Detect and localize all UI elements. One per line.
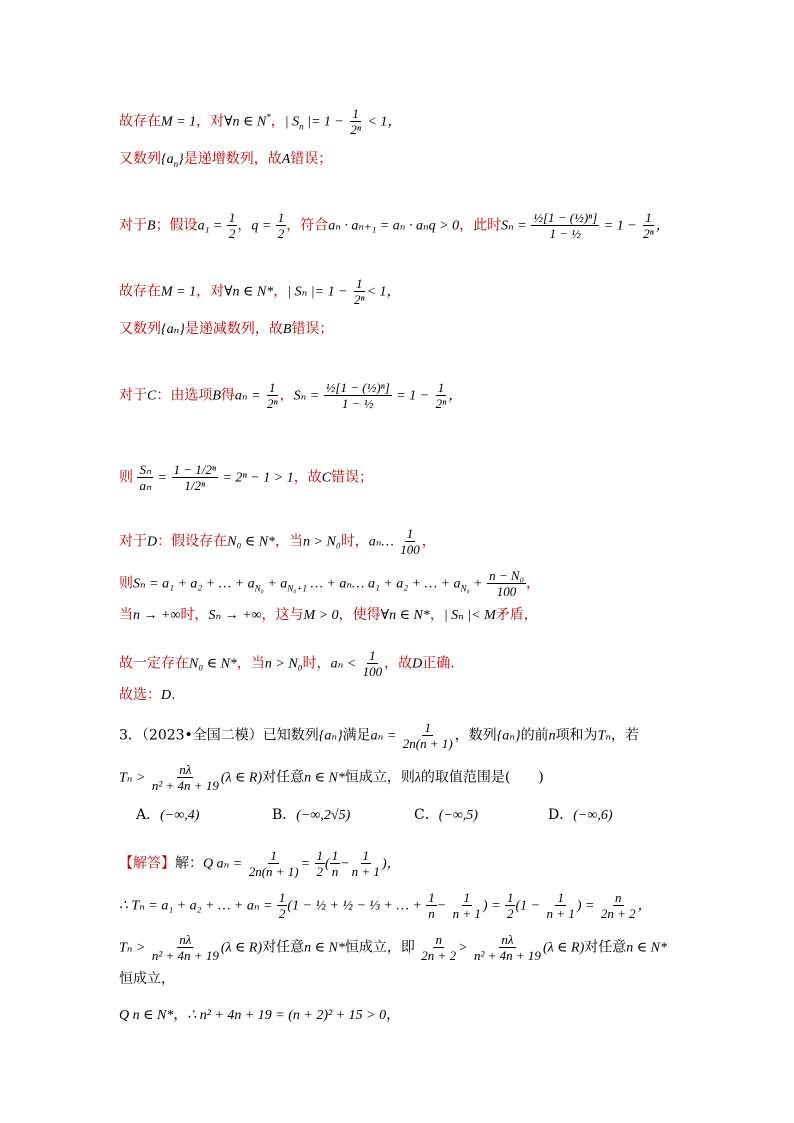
text-segment: 100 (400, 542, 420, 557)
text-segment: 1 (362, 848, 370, 863)
text-segment: ，故 (384, 655, 413, 672)
text-segment: 1 (269, 380, 276, 395)
text-segment: ， (237, 217, 252, 234)
math: } (178, 152, 184, 167)
solution-line-10 (119, 606, 538, 625)
solution-line-12 (119, 686, 176, 705)
text-segment: 1 (557, 890, 564, 905)
text-segment: ，这与 (261, 607, 304, 623)
text-segment: | Sₙ |< M (443, 608, 496, 623)
text-segment: n (331, 864, 339, 879)
question-3-stem (119, 720, 639, 751)
text-segment: A． (136, 807, 161, 823)
text-segment: 3．（2023•全国二模）已知数列 (119, 727, 319, 744)
math: < 1， (367, 114, 402, 130)
text-segment: ∴ n² + 4n + 19 = (n + 2)² + 15 > 0 (187, 1008, 387, 1023)
text-segment: 1 − ½ (341, 396, 374, 411)
option-c (414, 806, 478, 825)
text-segment: ， (273, 283, 288, 300)
text-segment: 2n + 2 (421, 948, 457, 963)
text: ， (270, 113, 285, 130)
text-segment: 2n(n + 1) (248, 864, 299, 879)
text-segment: nλ (501, 932, 514, 947)
answer-tag: 【解答】 (119, 855, 175, 872)
text-segment: N₀ (254, 583, 264, 594)
text-segment: = 1 − (396, 388, 430, 404)
text-segment: 故存在 (119, 283, 161, 300)
text-segment: (1 − (515, 898, 541, 914)
answer-line-3 (119, 932, 667, 963)
text-segment: (λ ∈ R) (220, 940, 263, 956)
text-segment: aₙ < (330, 656, 357, 672)
text: ，对 (196, 113, 225, 130)
text-segment: ，对 (196, 283, 225, 300)
fraction (277, 890, 288, 921)
fraction (426, 890, 437, 921)
text-segment: (−∞,5) (438, 808, 478, 823)
text-segment: D (147, 534, 158, 550)
text-segment: q = (251, 218, 272, 234)
text-segment: n (548, 728, 556, 744)
text-segment: 项和为 (555, 727, 598, 744)
text-segment: = 2ⁿ − 1 > 1 (222, 470, 294, 486)
text-segment: ( (325, 856, 330, 872)
solution-line-8 (119, 526, 436, 557)
option-a (136, 806, 199, 825)
text-segment: ，此时 (459, 217, 502, 234)
text-segment: N₀+1 (287, 583, 307, 594)
answer-line-2 (119, 890, 652, 921)
big-fraction (531, 210, 599, 241)
text-segment: 1 (277, 210, 285, 225)
text-segment: Tₙ > (119, 940, 146, 956)
text-segment: 错误； (331, 469, 374, 486)
text-segment: 1 (506, 890, 514, 905)
text-segment: aₙ = (234, 388, 261, 404)
fraction (247, 848, 301, 879)
fraction (315, 848, 326, 879)
math: |= 1 − (303, 114, 344, 130)
solution-line-7 (119, 462, 373, 493)
text-segment: n ∈ N* (304, 770, 345, 786)
text-segment: 1 (437, 380, 445, 395)
text-segment: 1 − ½ (549, 226, 582, 241)
text-segment: 时， (180, 607, 209, 623)
solution-line-2 (119, 150, 332, 173)
text-segment: 正确. (422, 655, 455, 672)
fraction (352, 276, 367, 307)
solution-line-3 (119, 210, 670, 241)
text-segment: + a (263, 576, 288, 592)
text-segment: n − N₀ (489, 568, 525, 583)
text-segment: 则 (119, 575, 133, 592)
text-segment: 故选： (119, 687, 161, 703)
text-segment: ，使得 (338, 607, 381, 623)
math: A (281, 152, 291, 167)
text-segment: Sₙ = (293, 388, 320, 404)
solution-line-9 (119, 568, 540, 599)
text-segment: ，数列 (454, 727, 497, 744)
option-d (548, 806, 613, 825)
text-segment: 满足 (342, 727, 371, 744)
text-segment: 得 (220, 387, 235, 404)
text-segment: 1 (278, 890, 286, 905)
text-segment: 100 (362, 664, 383, 679)
text-segment: 1 (463, 890, 471, 905)
text-segment: 矛盾， (495, 607, 538, 623)
text-segment: aₙ = (370, 728, 397, 744)
text-segment: (−∞,2√5) (296, 808, 351, 823)
text-segment: 解： (175, 855, 203, 872)
text-segment: (λ ∈ R) (542, 940, 585, 956)
math: {a (161, 152, 174, 167)
text-segment: a₁ = (197, 218, 223, 234)
text-segment: M = 1 (161, 284, 197, 300)
text-segment: 恒成立，则 (344, 769, 415, 786)
text-segment: = (157, 470, 168, 486)
text-segment: 2ⁿ (643, 226, 654, 241)
text-segment: D． (548, 807, 574, 823)
text-segment: 是递减数列，故 (184, 321, 283, 337)
text: 故存在 (119, 113, 161, 130)
text-segment: 时， (340, 533, 369, 550)
text-segment: ，若 (611, 727, 640, 744)
answer-line-1 (119, 848, 401, 879)
text-segment: ) = (576, 898, 595, 914)
fraction (434, 380, 449, 411)
fraction (599, 890, 638, 921)
text-segment: 100 (496, 584, 517, 599)
text-segment: 2ⁿ (266, 396, 278, 411)
text-segment: ，当 (275, 533, 304, 550)
text-segment: 2ⁿ (353, 292, 365, 307)
text-segment: 2n(n + 1) (402, 736, 453, 751)
text-segment: ，当 (236, 655, 265, 672)
text-segment: n ∈ N* (304, 940, 345, 956)
text-segment: C (321, 470, 332, 486)
text-segment: ， (526, 575, 541, 592)
text-segment: n ∈ N* (626, 940, 667, 956)
text-segment: nλ (179, 762, 192, 777)
text-segment: nλ (179, 932, 192, 947)
fraction (361, 648, 385, 679)
text-segment: Sₙ → +∞ (208, 608, 262, 623)
text-segment: − (436, 898, 447, 914)
fraction (545, 890, 577, 921)
solution-line-11 (119, 648, 455, 679)
text-segment: 对于 (119, 387, 147, 404)
text-segment: Sₙ = a₁ + a₂ + … + a (133, 576, 255, 592)
text-segment: … + aₙ… a₁ + a₂ + … + a (306, 576, 461, 592)
text-segment: C． (414, 807, 439, 823)
text-segment: + (469, 576, 483, 592)
text-segment: 时， (302, 655, 331, 672)
fraction (472, 932, 543, 963)
text-segment: n² + 4n + 19 (473, 948, 541, 963)
text-segment: ， (386, 1007, 401, 1023)
text-segment: 2 (278, 906, 286, 921)
text-segment: 2 (228, 226, 236, 241)
text-segment: ， (429, 607, 444, 623)
solution-line-6 (119, 380, 462, 411)
fraction (641, 210, 656, 241)
text: 是递增数列，故 (183, 151, 282, 167)
text-segment: Tₙ (597, 728, 612, 744)
text-segment: ， (637, 898, 652, 914)
text-segment: 的前 (520, 727, 549, 744)
text-segment: 2 (316, 864, 324, 879)
solution-line-5 (119, 320, 333, 339)
text-segment: N₀ (460, 583, 470, 594)
text-segment: n → +∞ (133, 608, 181, 623)
text-segment: 恒成立， (119, 971, 175, 987)
text-segment: > (458, 940, 468, 956)
text-segment: {aₙ} (161, 322, 185, 337)
text-segment: ：假设存在 (157, 533, 228, 550)
text-segment: ∀n ∈ N* (224, 284, 274, 300)
text-segment: Sₙ (139, 462, 152, 477)
text-segment: D (161, 688, 172, 703)
text-segment: ) = (482, 898, 501, 914)
text-segment: 2 (277, 226, 285, 241)
text-segment: ½[1 − (½)ⁿ] (325, 380, 390, 395)
text-segment: 又数列 (119, 321, 161, 337)
fraction (150, 762, 221, 793)
text-segment: 对任意 (262, 939, 305, 956)
solution-line-4 (119, 276, 401, 307)
text-segment: aₙ… (368, 534, 394, 550)
text-segment: B (147, 218, 156, 234)
text-segment: Sₙ = (501, 218, 527, 234)
text-segment: Tₙ > (119, 770, 146, 786)
text-segment: 1 (316, 848, 324, 863)
text-segment: 1 (331, 848, 339, 863)
text-segment: B (282, 322, 292, 337)
text-segment: (1 − ½ + ½ − ⅓ + … + (287, 898, 422, 914)
text-segment: aₙ (139, 478, 152, 493)
fraction (150, 932, 221, 963)
text-segment: n + 1 (351, 864, 380, 879)
text-segment: 1 (424, 720, 431, 735)
text-segment: < 1， (366, 284, 401, 300)
text-segment: = 1 − (603, 218, 637, 234)
text-segment: 1 (406, 526, 414, 541)
text-segment: = (300, 856, 311, 872)
text-segment: 1 (228, 210, 236, 225)
text-segment: aₙ · aₙ₊₁ = aₙ · aₙq > 0 (328, 218, 460, 234)
text-segment: 1 − 1/2ⁿ (173, 462, 216, 477)
big-fraction (172, 462, 218, 493)
text-segment: 1 (352, 106, 359, 121)
text-segment: 2n + 2 (600, 906, 636, 921)
text-segment: 2ⁿ (350, 122, 361, 137)
text-segment: ∴ Tₙ = a₁ + a₂ + … + aₙ = (119, 898, 273, 914)
text-segment: − (340, 856, 350, 872)
fraction (419, 932, 458, 963)
text-segment: 对任意 (262, 769, 305, 786)
text-segment: 1/2ⁿ (184, 478, 206, 493)
text-segment: (−∞,6) (573, 808, 613, 823)
text-segment: n > N₀ (303, 534, 341, 550)
fraction (350, 848, 382, 879)
text-segment: (λ ∈ R) (220, 770, 263, 786)
text-segment: Q aₙ = (203, 856, 243, 872)
text-segment: 对于 (119, 217, 147, 234)
text-segment: 错误； (291, 321, 334, 337)
text-segment: 2 (506, 906, 514, 921)
text-segment: n (435, 932, 442, 947)
math-sub: n (299, 121, 304, 132)
option-b (272, 806, 350, 825)
text-segment: B． (272, 807, 297, 823)
math: | S (284, 114, 300, 130)
text-segment: (−∞,4) (160, 808, 200, 823)
text-segment: 1 (270, 848, 277, 863)
text: 又数列 (119, 151, 161, 167)
text-segment: 恒成立，即 (344, 939, 415, 956)
answer-line-4 (119, 970, 175, 988)
text-segment: 1 (369, 648, 376, 663)
text-segment: 1 (356, 276, 363, 291)
text-segment: 2ⁿ (435, 396, 447, 411)
text-segment: λ (414, 770, 421, 786)
text-segment: C (147, 388, 157, 404)
fraction (265, 380, 280, 411)
text-segment: ：由选项 (156, 387, 213, 404)
math-sup: * (266, 111, 271, 122)
text-segment: 1 (428, 890, 435, 905)
text-segment: n + 1 (546, 906, 575, 921)
fraction (487, 568, 526, 599)
text-segment: ，故 (293, 469, 322, 486)
text-segment: {aₙ} (496, 728, 521, 744)
text-segment: N₀ ∈ N* (189, 656, 237, 672)
text-segment: 故一定存在 (119, 655, 189, 672)
text-segment: n + 1 (452, 906, 481, 921)
answer-line-5 (119, 1006, 400, 1025)
text-segment: 则 (119, 469, 133, 486)
text-segment: . (171, 687, 176, 703)
text-segment: Q n ∈ N* (119, 1008, 174, 1023)
text-segment: M > 0 (303, 608, 339, 623)
text-segment: n² + 4n + 19 (151, 778, 219, 793)
text-segment: ， (448, 388, 463, 404)
text-segment: n (615, 890, 622, 905)
fraction (505, 890, 516, 921)
text-segment: n (428, 906, 435, 921)
math: M = 1 (161, 114, 197, 130)
fraction (227, 210, 238, 241)
text-segment: | Sₙ |= 1 − (287, 284, 348, 300)
text-segment: 的取值范围是( ) (420, 769, 544, 786)
text-segment: ， (655, 218, 670, 234)
solution-line-1 (119, 106, 401, 137)
text-segment: 对于 (119, 533, 147, 550)
fraction (330, 848, 341, 879)
text-segment: {aₙ} (318, 728, 343, 744)
text-segment: ，符合 (286, 217, 329, 234)
text-segment: 当 (119, 607, 133, 623)
text-segment: N₀ ∈ N* (227, 534, 276, 550)
text-segment: B (212, 388, 221, 404)
text-segment: 1 (645, 210, 652, 225)
text: 错误； (290, 151, 333, 167)
fraction (451, 890, 483, 921)
text-segment: ；假设 (155, 217, 198, 234)
math: ∀n ∈ N (224, 114, 267, 130)
fraction (348, 106, 363, 137)
big-fraction (324, 380, 392, 411)
fraction (401, 720, 455, 751)
text-segment: n > N₀ (264, 656, 303, 672)
fraction (398, 526, 422, 557)
text-segment: D (412, 656, 423, 672)
fraction (137, 462, 153, 493)
text-segment: ， (173, 1007, 188, 1023)
text-segment: )， (381, 856, 401, 872)
text-segment: ， (421, 533, 436, 550)
text-segment: ∀n ∈ N* (380, 608, 430, 623)
math-sub: n (173, 158, 179, 169)
text-segment: 对任意 (584, 939, 627, 956)
text-segment: n² + 4n + 19 (151, 948, 219, 963)
question-3-condition (119, 762, 544, 793)
text-segment: ½[1 − (½)ⁿ] (533, 210, 598, 225)
fraction (276, 210, 287, 241)
text-segment: ， (279, 387, 294, 404)
